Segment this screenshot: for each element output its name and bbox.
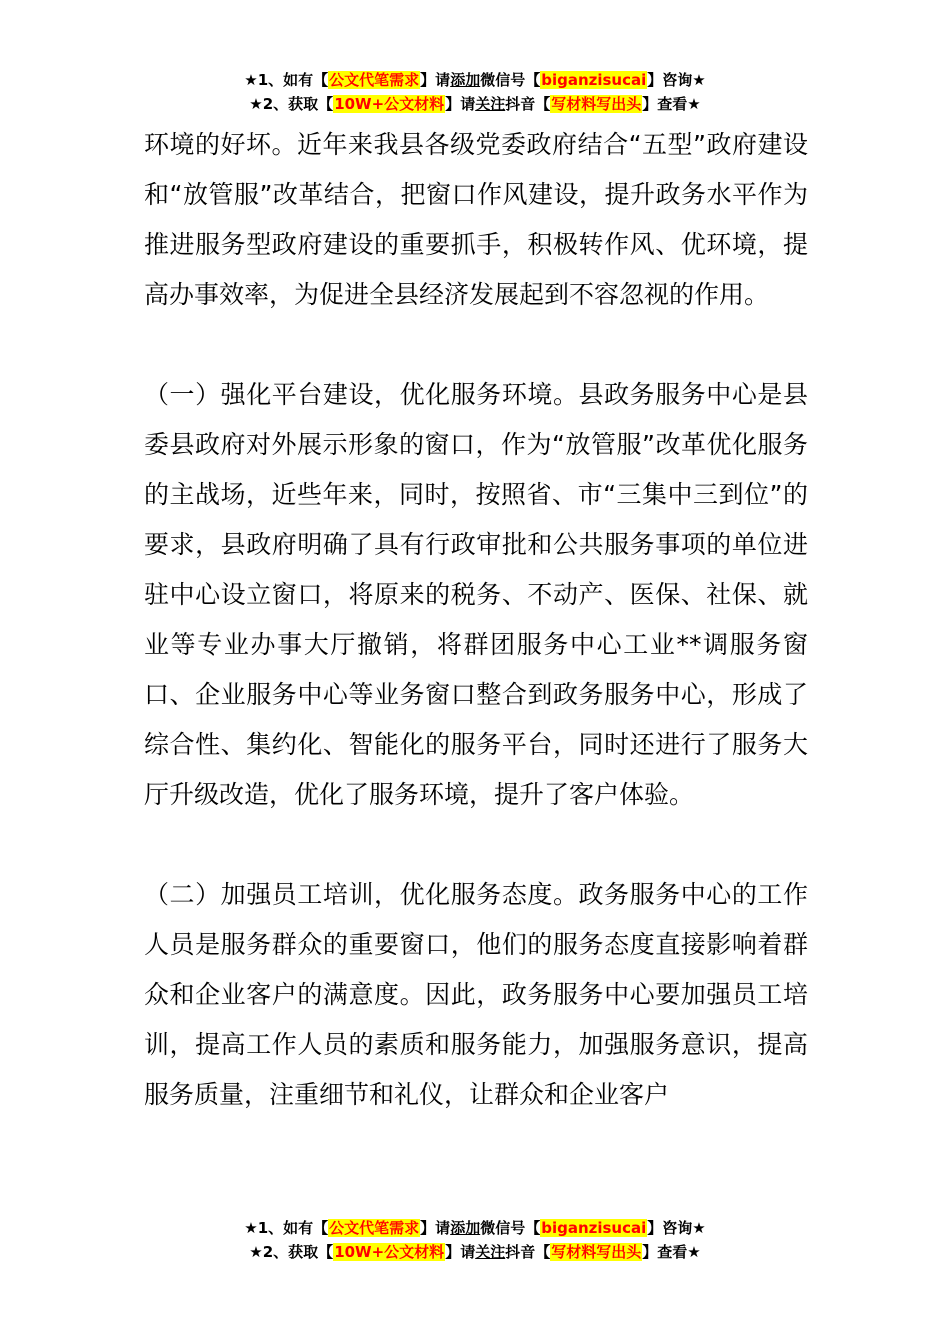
banner-text: ★1、如有【 <box>244 71 329 89</box>
banner-highlight: biganzisucai <box>541 1219 647 1237</box>
banner-text: 】咨询★ <box>647 1219 706 1237</box>
banner-text: 微信号【 <box>480 71 541 89</box>
banner-highlight: 10W+公文材料 <box>334 95 445 113</box>
footer-banner <box>0 1216 950 1264</box>
banner-highlight: 写材料写出头 <box>551 1243 642 1261</box>
banner-underline: 添加 <box>450 1219 481 1237</box>
paragraph-intro: 环境的好坏。近年来我县各级党委政府结合“五型”政府建设和“放管服”改革结合，把窗口作风建设，提升政务水平作为推进服务型政府建设的重要抓手，积极转作风、优环境，提高办事效率，为促进全县经济发展起到不容忽视的作用。 <box>144 130 808 309</box>
paragraph-training: （二）加强员工培训，优化服务态度。政务服务中心的工作人员是服务群众的重要窗口，他们的服务态度直接影响着群众和企业客户的满意度。因此，政务服务中心要加强员工培训，提高工作人员的素质和服务能力，加强服务意识，提高服务质量，注重细节和礼仪，让群众和企业客户 <box>144 880 808 1109</box>
banner-text: 】请 <box>445 95 476 113</box>
banner-text: 】查看★ <box>642 1243 701 1261</box>
banner-underline: 添加 <box>450 71 481 89</box>
banner-line-2 <box>0 92 950 116</box>
banner-line-2 <box>0 1240 950 1264</box>
banner-text: 】咨询★ <box>647 71 706 89</box>
banner-text: 抖音【 <box>505 95 551 113</box>
banner-highlight: 10W+公文材料 <box>334 1243 445 1261</box>
banner-text: 】请 <box>420 1219 451 1237</box>
banner-text: ★2、获取【 <box>249 1243 334 1261</box>
banner-text: 微信号【 <box>480 1219 541 1237</box>
banner-underline: 关注 <box>475 95 506 113</box>
banner-highlight: biganzisucai <box>541 71 647 89</box>
banner-text: ★2、获取【 <box>249 95 334 113</box>
banner-highlight: 公文代笔需求 <box>329 71 420 89</box>
banner-highlight: 公文代笔需求 <box>329 1219 420 1237</box>
banner-text: ★1、如有【 <box>244 1219 329 1237</box>
banner-text: 】查看★ <box>642 95 701 113</box>
banner-line-1 <box>0 68 950 92</box>
banner-underline: 关注 <box>475 1243 506 1261</box>
banner-text: 抖音【 <box>505 1243 551 1261</box>
banner-text: 】请 <box>420 71 451 89</box>
banner-highlight: 写材料写出头 <box>551 95 642 113</box>
document-body <box>144 120 808 1120</box>
header-banner <box>0 68 950 116</box>
paragraph-platform: （一）强化平台建设，优化服务环境。县政务服务中心是县委县政府对外展示形象的窗口，作为“放管服”改革优化服务的主战场，近些年来，同时，按照省、市“三集中三到位”的要求，县政府明确了具有行政审批和公共服务事项的单位进驻中心设立窗口，将原来的税务、不动产、医保、社保、就业等专业办事大厅撤销，将群团服务中心工业**调服务窗口、企业服务中心等业务窗口整合到政务服务中心，形成了综合性、集约化、智能化的服务平台，同时还进行了服务大厅升级改造，优化了服务环境，提升了客户体验。 <box>144 380 808 809</box>
banner-text: 】请 <box>445 1243 476 1261</box>
banner-line-1 <box>0 1216 950 1240</box>
